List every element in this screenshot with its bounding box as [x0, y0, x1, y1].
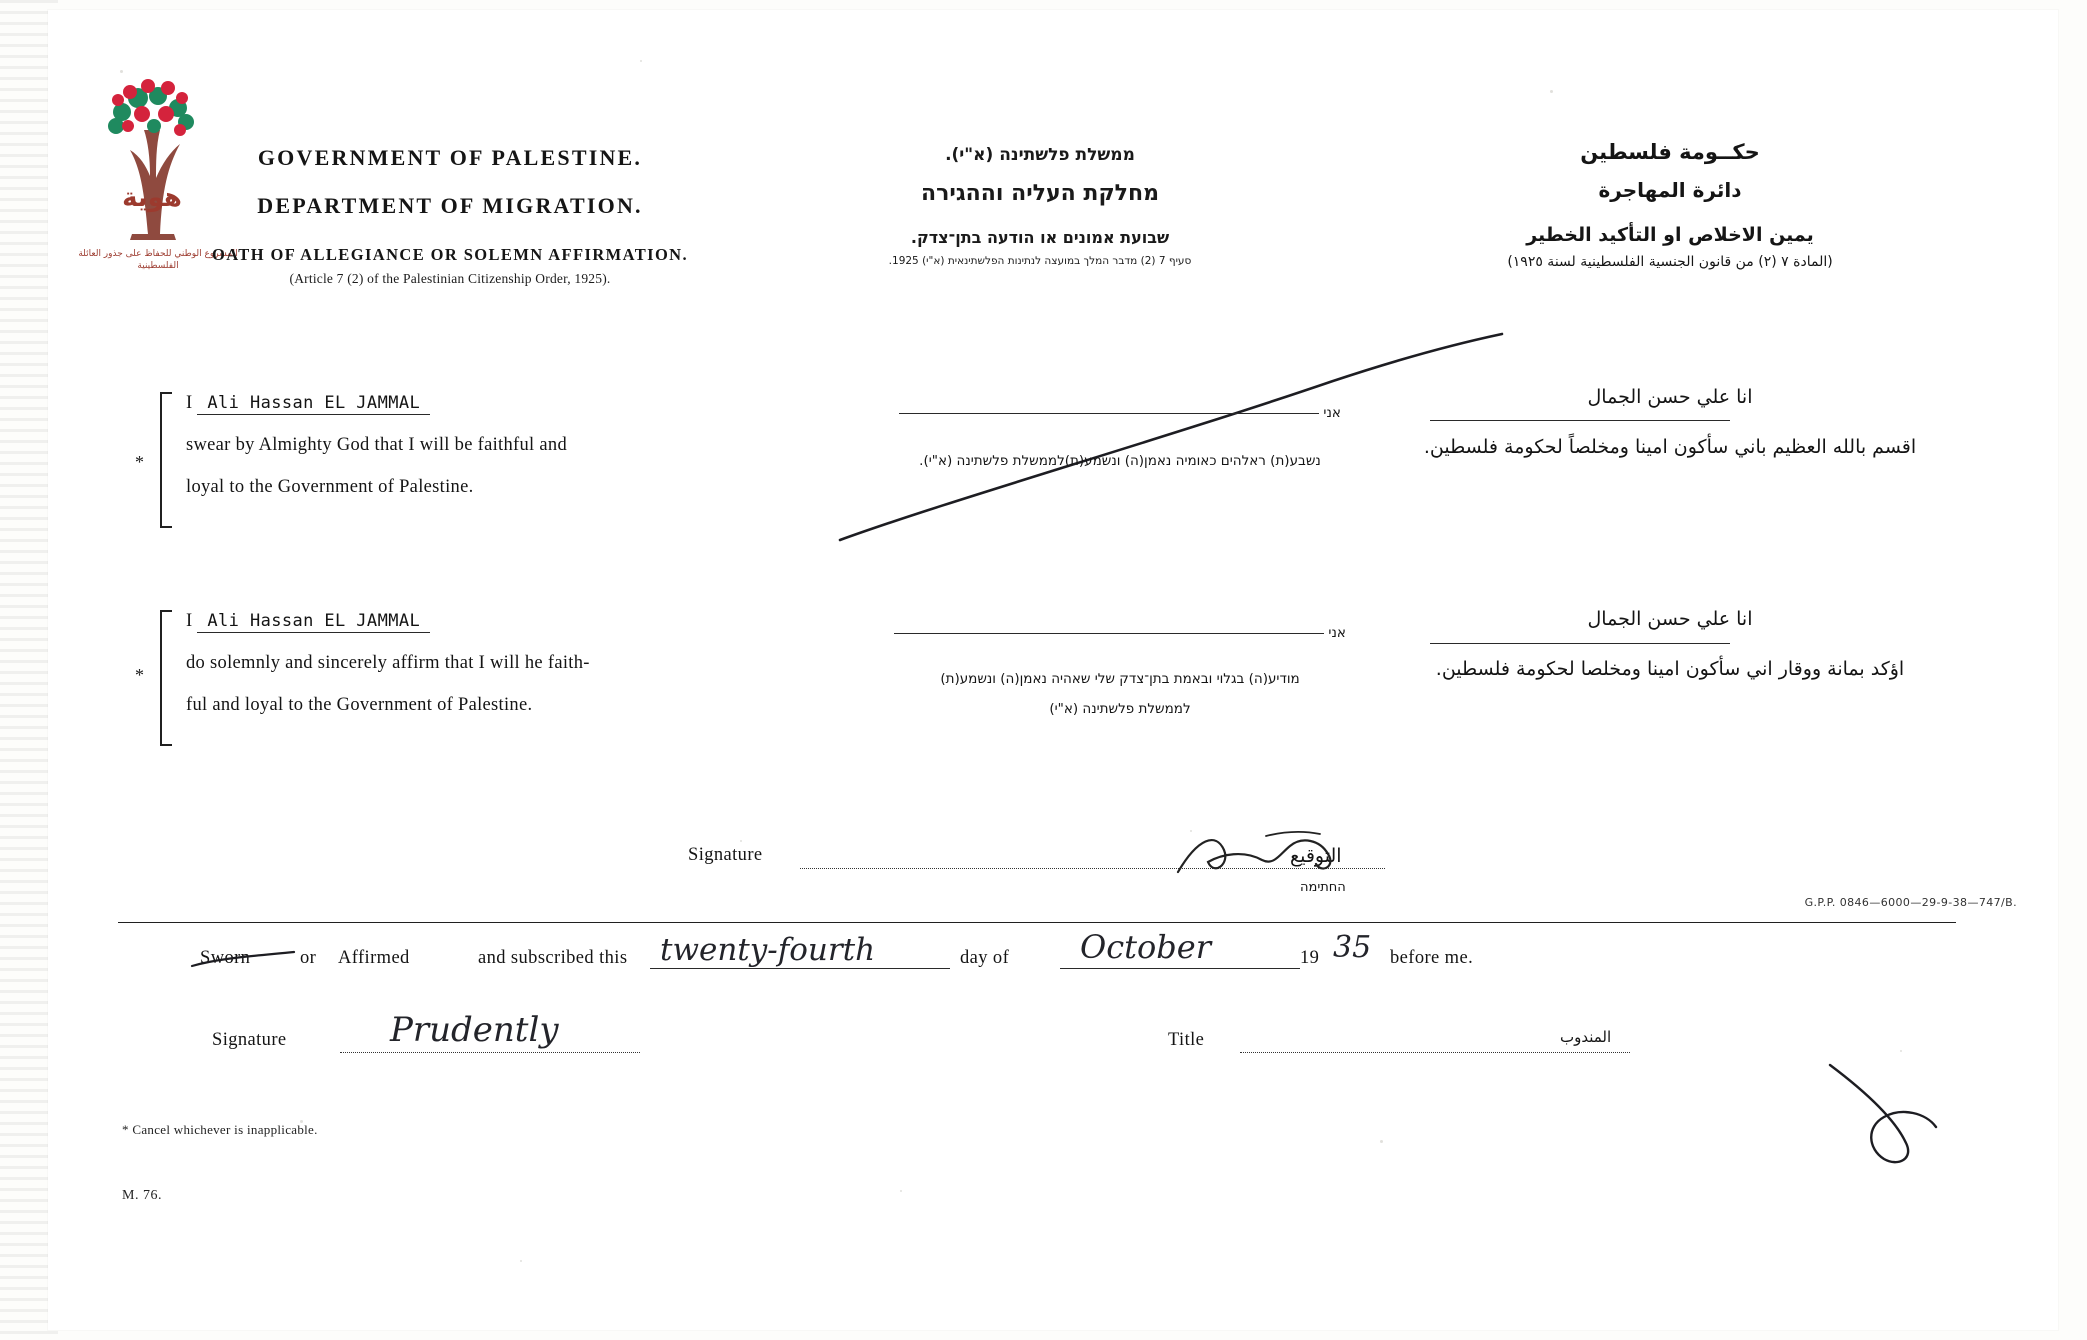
affirmation-en-pronoun: I: [186, 611, 193, 631]
oath-english: [186, 382, 826, 508]
scan-speck: [520, 1260, 522, 1262]
scan-speck: [1190, 830, 1192, 832]
affirmation-bracket: [160, 610, 172, 746]
attestation-affirmed-word: Affirmed: [338, 948, 410, 968]
attestation-title-value: المندوب: [1560, 1028, 1612, 1046]
attestation-signature-label: Signature: [212, 1030, 287, 1050]
attestation-day-of-label: day of: [960, 948, 1010, 968]
header-ar-line3: يمين الاخلاص او التأكيد الخطير: [1526, 224, 1814, 246]
logo-caption: المشروع الوطني للحفاظ على جذور العائلة الفلسطينية: [78, 249, 238, 272]
cancel-footnote: * Cancel whichever is inapplicable.: [122, 1122, 318, 1137]
scan-speck: [900, 1190, 902, 1192]
header-english: [190, 145, 710, 287]
attestation-sworn-word: Sworn: [200, 948, 251, 968]
oath-en-text-line1: swear by Almighty God that I will be faithful and: [186, 435, 568, 455]
affirmation-ar-name-rule: [1430, 643, 1730, 644]
scan-speck: [1380, 1140, 1383, 1143]
section-divider: [118, 922, 1956, 923]
oath-en-name: Ali Hassan EL JAMMAL: [197, 393, 430, 415]
attestation-day-rule: [650, 968, 950, 969]
attestation-signature-value: Prudently: [390, 1010, 559, 1050]
attestation-title-label: Title: [1168, 1030, 1205, 1050]
header-en-line4: (Article 7 (2) of the Palestinian Citizenship Order, 1925).: [289, 271, 611, 286]
affirmation-en-name: Ali Hassan EL JAMMAL: [197, 611, 430, 633]
oath-asterisk: *: [135, 452, 144, 472]
header-he-line1: ממשלת פלשתינה (א"י).: [945, 145, 1135, 165]
oath-arabic: [1420, 378, 1920, 466]
svg-text:هوية: هوية: [122, 183, 182, 213]
scan-speck: [640, 60, 642, 62]
signature-label-hebrew: החתימה: [1300, 880, 1346, 895]
header-en-line2: DEPARTMENT OF MIGRATION.: [257, 193, 643, 218]
oath-he-text: נשבע(ת) ראלהים כאומיה נאמן(ה) ונשמע(ת)לממשלת פלשתינה (א"י).: [919, 453, 1321, 469]
affirmation-en-text-line1: do solemnly and sincerely affirm that I will he faith-: [186, 653, 590, 673]
header-ar-line2: دائرة المهاجرة: [1598, 178, 1742, 202]
form-number: M. 76.: [122, 1188, 162, 1203]
header-ar-line1: حكــومة فلسطين: [1580, 140, 1760, 164]
header-he-line2: מחלקת העליה וההגירה: [920, 181, 1159, 206]
oath-ar-pronoun: انا علي حسن الجمال: [1587, 386, 1753, 408]
scan-speck: [740, 840, 742, 842]
attestation-month-rule: [1060, 968, 1300, 969]
affirmation-arabic: [1420, 600, 1920, 688]
header-arabic: [1430, 140, 1910, 270]
affirmation-he-text-line1: מודיע(ה) בגלוי ובאמת בתן־צדק שלי שאהיה נאמן(ה) ונשמע(ת): [940, 671, 1300, 687]
attestation-year-prefix: 19: [1300, 948, 1320, 968]
attestation-year-value: 35: [1333, 930, 1372, 965]
header-hebrew: [830, 145, 1250, 267]
attestation-before-me: before me.: [1390, 948, 1474, 968]
affirmation-hebrew: [840, 618, 1400, 724]
attestation-day-value: twenty-fourth: [660, 932, 876, 968]
header-en-line3: OATH OF ALLEGIANCE OR SOLEMN AFFIRMATION.: [211, 245, 689, 264]
affirmation-he-text-line2: לממשלת פלשתינה (א"י): [1049, 701, 1191, 717]
oath-en-pronoun: I: [186, 393, 193, 413]
signature-dotline: [800, 868, 1385, 869]
attestation-tail-text: and subscribed this: [478, 948, 628, 968]
affirmation-en-text-line2: ful and loyal to the Government of Palestine.: [186, 695, 533, 715]
oath-ar-text: اقسم بالله العظيم باني سأكون امينا ومخلصاً لحكومة فلسطين.: [1423, 436, 1917, 458]
oath-bracket: [160, 392, 172, 528]
affirmation-english: [186, 600, 836, 726]
oath-he-pronoun: אני: [1323, 405, 1341, 421]
header-he-line3: שבועת אמונים או הודעה בתן־צדק.: [910, 228, 1170, 247]
header-ar-line4: (المادة ٧ (٢) من قانون الجنسية الفلسطينية لسنة ١٩٢٥): [1507, 254, 1833, 270]
scan-speck: [1900, 1050, 1902, 1052]
scan-speck: [1550, 90, 1553, 93]
signature-label: Signature: [688, 845, 763, 865]
attestation-signature-dotline: [340, 1052, 640, 1053]
oath-ar-name-rule: [1430, 420, 1730, 421]
signature-label-arabic: التوقيع: [1290, 845, 1342, 867]
affirmation-asterisk: *: [135, 665, 144, 685]
affirmation-he-pronoun: אני: [1328, 625, 1346, 641]
affirmation-ar-pronoun: انا علي حسن الجمال: [1587, 608, 1753, 630]
attestation-title-dotline: [1240, 1052, 1630, 1053]
print-code: G.P.P. 0846—6000—29-9-38—747/B.: [1804, 896, 2017, 909]
oath-hebrew: [840, 398, 1400, 476]
attestation-or-word: or: [300, 948, 317, 968]
attestation-month-value: October: [1080, 928, 1211, 966]
oath-en-text-line2: loyal to the Government of Palestine.: [186, 477, 474, 497]
header-en-line1: GOVERNMENT OF PALESTINE.: [257, 145, 643, 170]
header-he-line4: סעיף 7 (2) מדבר המלך במועצה לנתינות הפלשתינאית (א"י) 1925.: [888, 255, 1192, 267]
affirmation-ar-text: اؤكد بمانة ووقار اني سأكون امينا ومخلصا لحكومة فلسطين.: [1435, 658, 1905, 680]
